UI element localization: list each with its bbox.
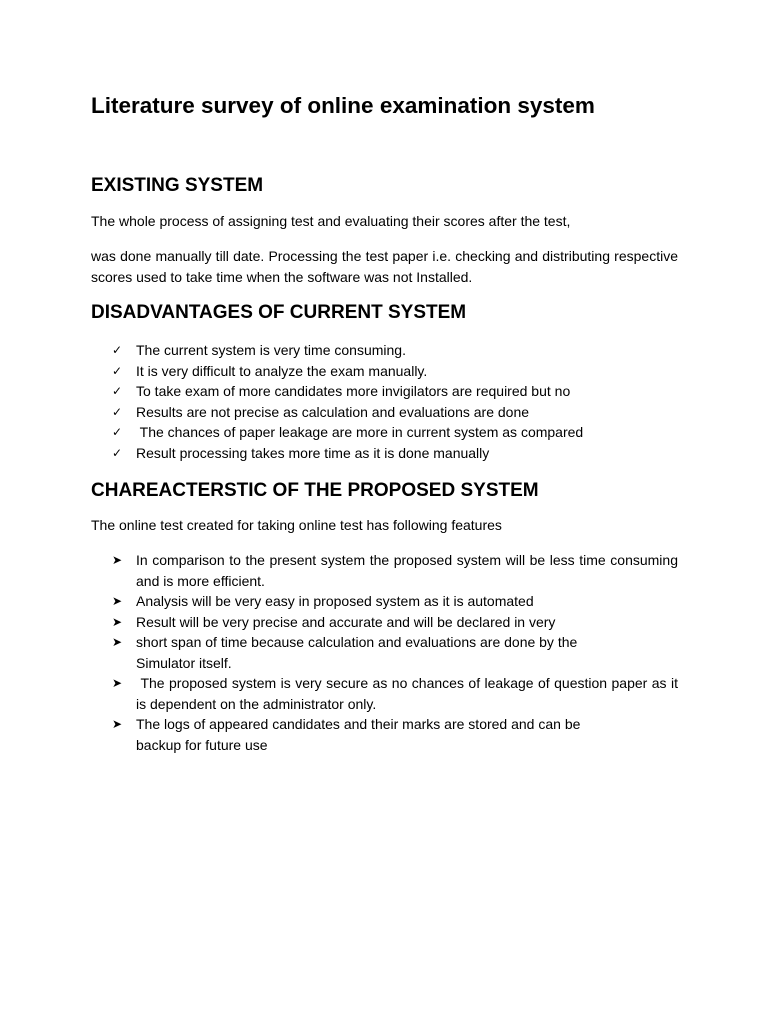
document-title: Literature survey of online examination system	[91, 93, 595, 118]
list-item	[91, 550, 678, 591]
checkmark-icon: ✓	[112, 384, 123, 399]
list-item	[91, 632, 678, 673]
list-item	[91, 381, 678, 402]
list-item-text: To take exam of more candidates more invigilators are required but no	[136, 383, 571, 400]
arrowhead-icon: ➤	[112, 553, 123, 567]
list-item	[91, 361, 678, 382]
list-item-text: Results are not precise as calculation and evaluations are done	[136, 403, 530, 420]
list-item-text: The logs of appeared candidates and their marks are stored and can be backup for future use	[136, 716, 581, 753]
list-item	[91, 612, 678, 633]
proposed-features-list	[91, 550, 682, 755]
arrowhead-icon: ➤	[112, 614, 123, 629]
list-item-text: The current system is very time consuming.	[136, 342, 406, 358]
list-item-text: Result will be very precise and accurate and will be declared in very	[136, 613, 556, 630]
checkmark-icon: ✓	[112, 363, 123, 378]
list-item-text: It is very difficult to analyze the exam manually.	[136, 362, 428, 379]
proposed-system-intro: The online test created for taking online test has following features	[91, 517, 502, 533]
list-item	[91, 673, 682, 714]
checkmark-icon: ✓	[112, 445, 123, 460]
checkmark-icon: ✓	[112, 343, 123, 357]
arrowhead-icon: ➤	[112, 635, 123, 649]
list-item	[91, 591, 678, 612]
list-item-text: In comparison to the present system the proposed system will be less time consuming and is more efficient.	[136, 552, 678, 589]
arrowhead-icon: ➤	[112, 594, 123, 608]
list-item	[91, 402, 678, 423]
disadvantages-heading: DISADVANTAGES OF CURRENT SYSTEM	[91, 302, 467, 323]
list-item	[91, 443, 678, 464]
list-item	[91, 714, 678, 755]
existing-system-paragraph-1: The whole process of assigning test and evaluating their scores after the test,	[91, 213, 571, 229]
list-item	[91, 340, 678, 361]
arrowhead-icon: ➤	[112, 676, 123, 690]
list-item-text: Analysis will be very easy in proposed system as it is automated	[136, 593, 534, 609]
list-item-text: Result processing takes more time as it is done manually	[136, 444, 490, 461]
list-item-text: The proposed system is very secure as no chances of leakage of question paper as it is dependent on the administrator only.	[136, 675, 682, 712]
arrowhead-icon: ➤	[112, 717, 123, 731]
existing-system-heading: EXISTING SYSTEM	[91, 175, 264, 196]
disadvantages-list	[91, 340, 678, 464]
list-item-text: The chances of paper leakage are more in current system as compared	[136, 424, 584, 441]
list-item	[91, 422, 678, 443]
proposed-system-heading: CHAREACTERSTIC OF THE PROPOSED SYSTEM	[91, 480, 539, 501]
checkmark-icon: ✓	[112, 404, 123, 419]
checkmark-icon: ✓	[112, 425, 123, 440]
existing-system-paragraph-2: was done manually till date. Processing the test paper i.e. checking and distributing respective scores used to take time when the software was not Installed.	[91, 248, 678, 285]
list-item-text: short span of time because calculation and evaluations are done by the Simulator itself.	[136, 634, 578, 671]
